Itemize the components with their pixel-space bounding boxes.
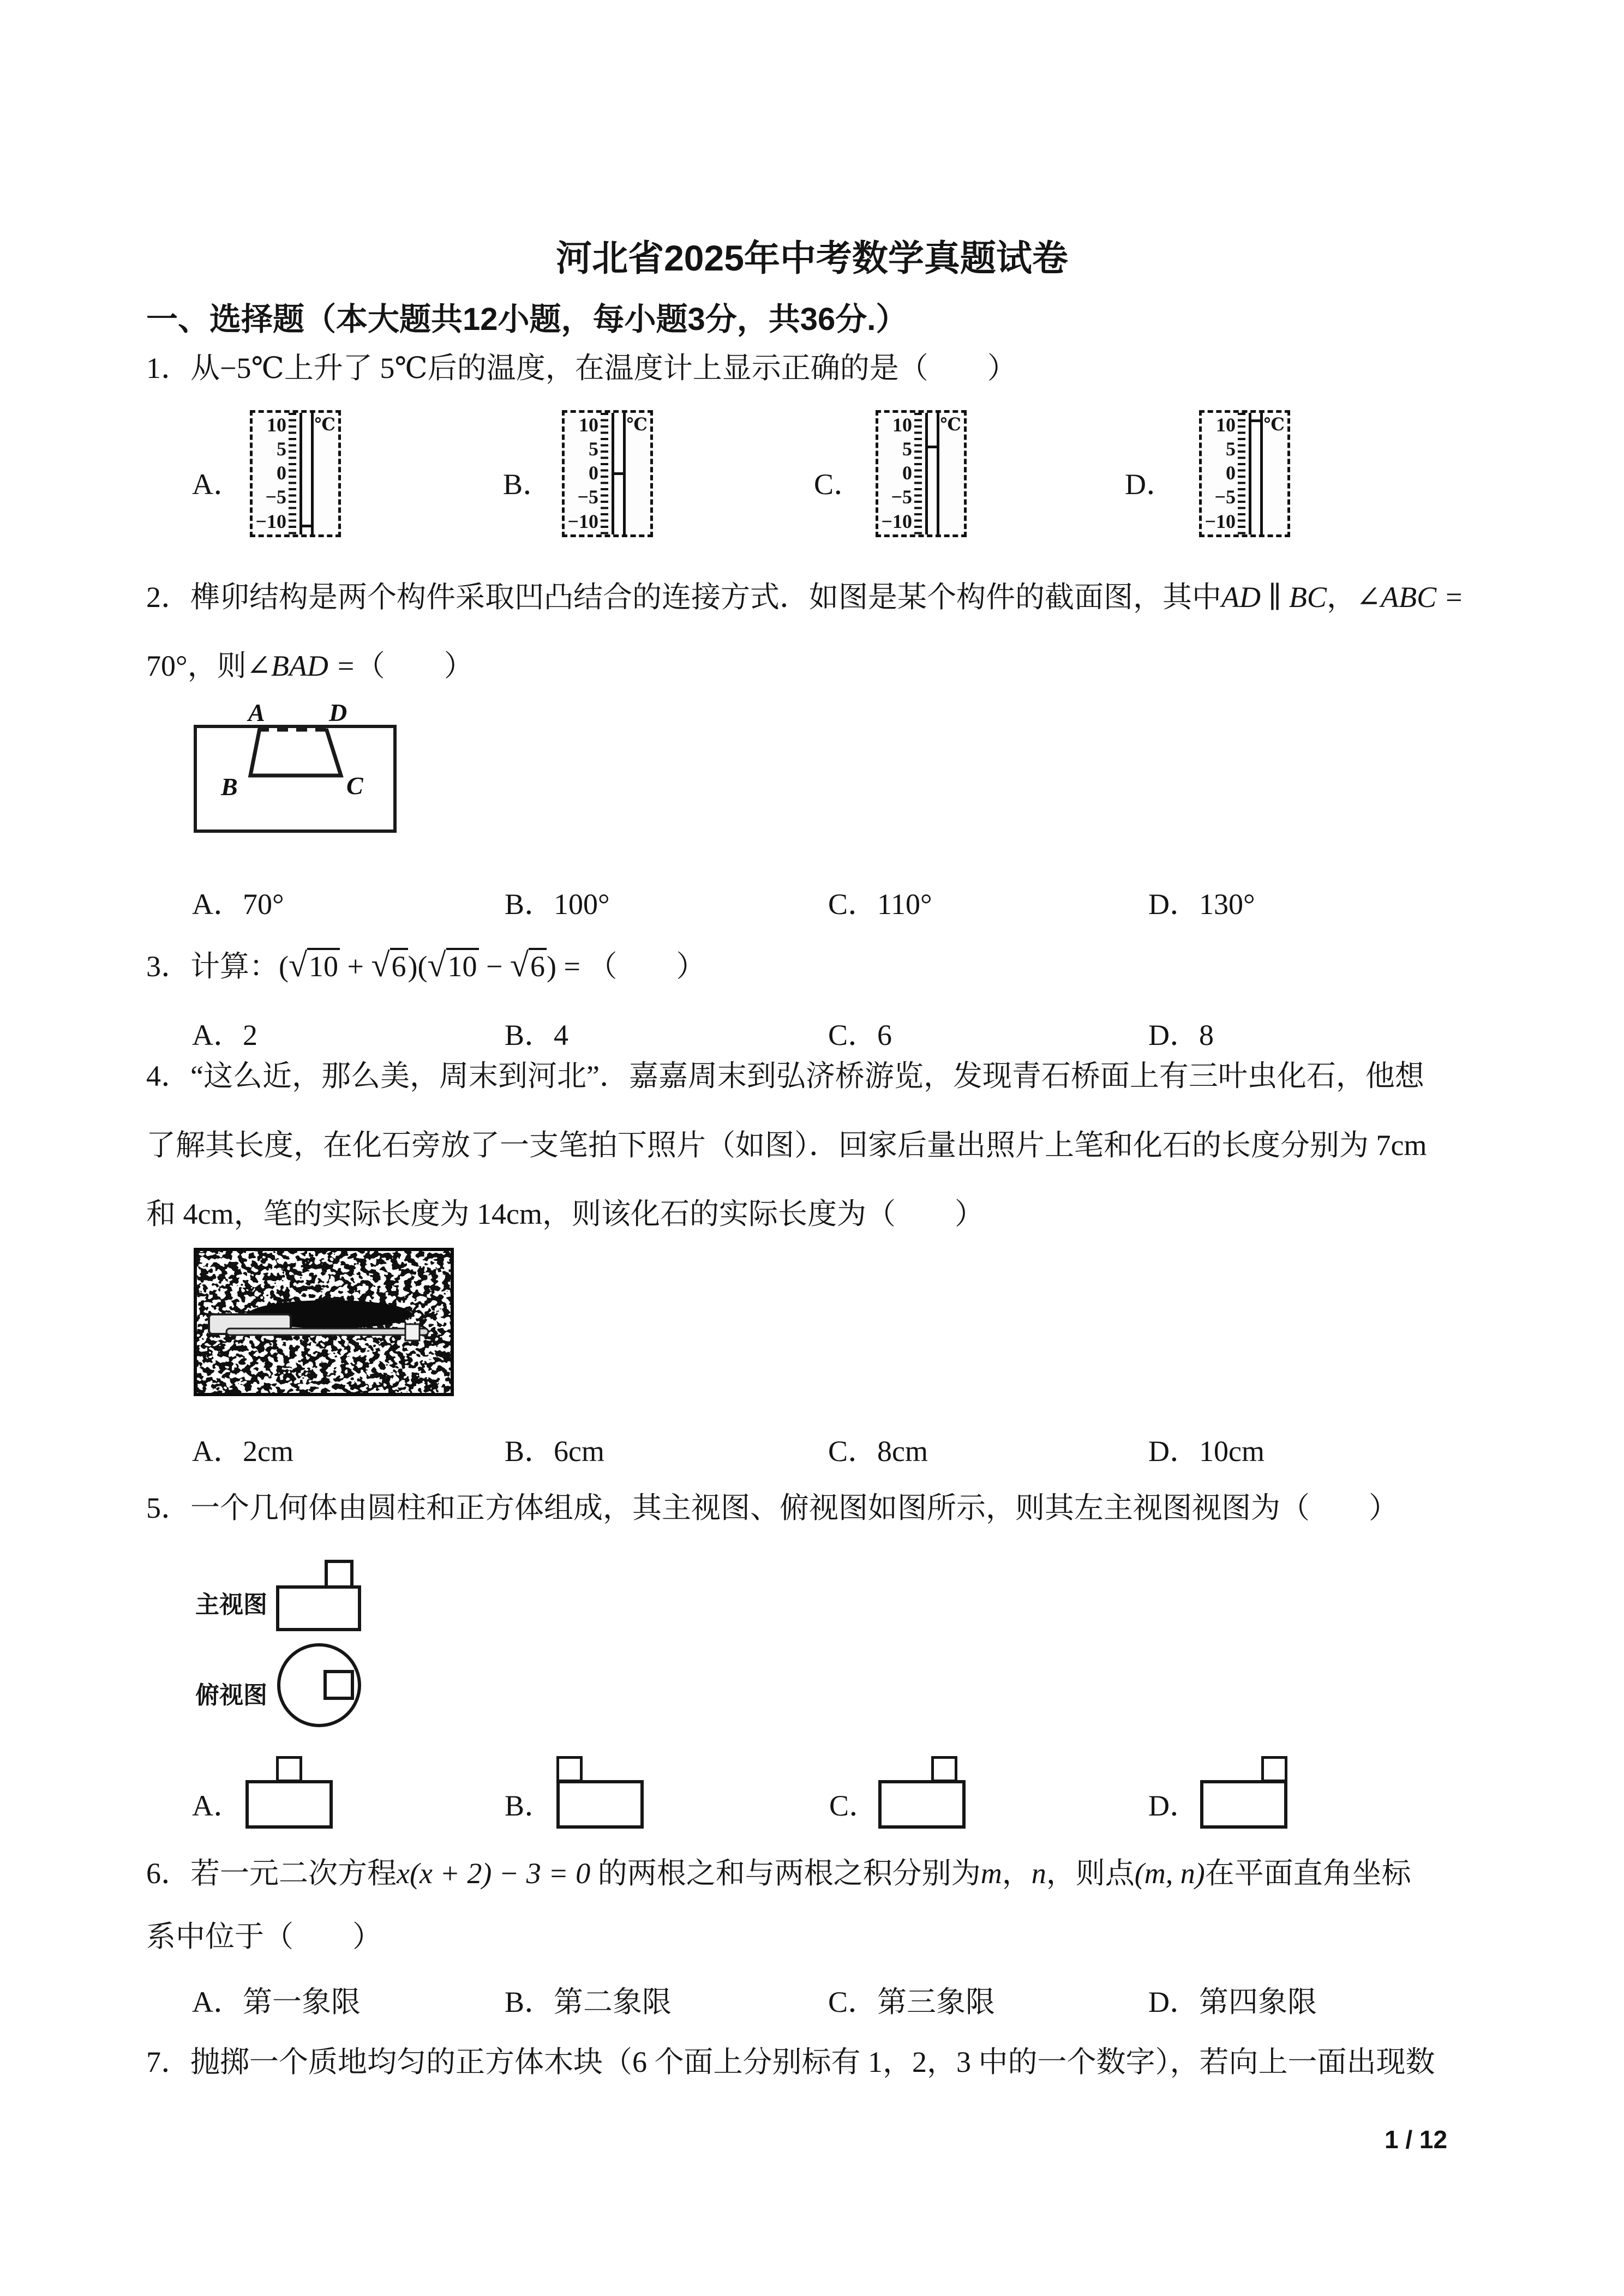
view-rectangle (556, 1780, 644, 1829)
q5-option-shape (1200, 1756, 1287, 1829)
mercury-level (302, 525, 311, 527)
q2-stem-line1: 2．榫卯结构是两个构件采取凹凸结合的连接方式．如图是某个构件的截面图，其中AD ∥ BC，∠ABC = (146, 581, 1464, 614)
view-square (1261, 1756, 1287, 1782)
q1-option-label-d: D． (1125, 468, 1176, 501)
front-view-figure (276, 1560, 362, 1633)
pen-clip (405, 1324, 420, 1341)
q4-option-c: C．8cm (828, 1435, 928, 1468)
thermometer-ticks (289, 413, 296, 534)
view-square (276, 1756, 302, 1782)
celsius-label: ℃ (1263, 414, 1285, 434)
q5-option-label-a: A． (192, 1789, 243, 1822)
q6-option-a: A．第一象限 (192, 1986, 361, 2018)
scale-label: −5 (265, 486, 286, 508)
q1-option-label-a: A． (192, 468, 243, 501)
q5-option-label-d: D． (1148, 1789, 1199, 1822)
section-heading: 一、选择题（本大题共12小题，每小题3分，共36分.） (146, 302, 908, 337)
scale-label: 5 (1226, 438, 1236, 460)
scale-label: 10 (1216, 414, 1236, 436)
q3-option-a: A．2 (192, 1019, 257, 1051)
page-title: 河北省2025年中考数学真题试卷 (556, 238, 1068, 278)
mercury-level (1251, 419, 1260, 422)
thermometer-scale (567, 416, 598, 530)
celsius-label: ℃ (314, 414, 335, 434)
scale-label: 5 (277, 438, 286, 460)
sqrt-6: √6 (371, 950, 408, 983)
q4-stem-line1: 4．“这么近，那么美，周末到河北”．嘉嘉周末到弘济桥游览，发现青石桥面上有三叶虫化石，他想 (146, 1060, 1424, 1092)
vertex-label-a: A (248, 701, 265, 726)
q5-option-shape (878, 1756, 966, 1829)
thermometer-tube (612, 413, 626, 534)
thermometer-tube (925, 413, 939, 534)
scale-label: 10 (267, 414, 286, 436)
view-rectangle (878, 1780, 966, 1829)
thermometer-scale (255, 416, 286, 530)
q2-option-b: B．100° (505, 888, 610, 921)
scale-label: −10 (567, 510, 598, 532)
mercury-level (928, 446, 937, 448)
sqrt-10: √10 (427, 950, 478, 983)
scale-label: −5 (891, 486, 912, 508)
view-rectangle (1200, 1780, 1287, 1829)
q2-option-a: A．70° (192, 888, 284, 921)
page-number: 1 / 12 (1385, 2125, 1448, 2154)
scale-label: −5 (577, 486, 598, 508)
thermometer-ticks (914, 413, 922, 534)
pen-body (226, 1329, 428, 1335)
thermometer-figure-b (562, 410, 653, 537)
scale-label: −5 (1214, 486, 1236, 508)
top-view-figure (276, 1642, 363, 1730)
q4-option-b: B．6cm (505, 1435, 604, 1468)
scale-label: −10 (1204, 510, 1236, 532)
q5-option-shape (556, 1756, 644, 1829)
q6-option-d: D．第四象限 (1148, 1986, 1317, 2018)
q7-stem: 7．抛掷一个质地均匀的正方体木块（6 个面上分别标有 1，2，3 中的一个数字），若向上一面出现数 (146, 2046, 1435, 2078)
q4-stem-line3: 和 4cm，笔的实际长度为 14cm，则该化石的实际长度为（ ） (146, 1198, 984, 1230)
scale-label: 10 (892, 414, 912, 436)
q5-option-label-b: B． (505, 1789, 554, 1822)
q3-option-d: D．8 (1148, 1019, 1214, 1051)
q5-stem: 5．一个几何体由圆柱和正方体组成，其主视图、俯视图如图所示，则其左主视图视图为（ ） (146, 1492, 1398, 1524)
view-square (556, 1756, 583, 1782)
q3-option-c: C．6 (828, 1019, 892, 1051)
thermometer-tube (1249, 413, 1263, 534)
scale-label: 0 (902, 462, 912, 484)
sqrt-10: √10 (289, 950, 340, 983)
vertex-label-d: D (329, 701, 347, 726)
mercury-level (614, 472, 623, 475)
front-view-label: 主视图 (195, 1591, 267, 1618)
thermometer-scale (880, 416, 912, 530)
fossil-photo (194, 1248, 454, 1396)
scale-label: 10 (579, 414, 598, 436)
trapezoid-figure (192, 701, 399, 836)
q2-option-d: D．130° (1148, 888, 1255, 921)
vertex-label-b: B (221, 773, 238, 801)
scale-label: 5 (902, 438, 912, 460)
thermometer-figure-a (250, 410, 341, 537)
q1-option-label-b: B． (503, 468, 553, 501)
q3-option-b: B．4 (505, 1019, 569, 1051)
thermometer-scale (1204, 416, 1236, 530)
view-square (931, 1756, 957, 1782)
thermometer-figure-d (1199, 410, 1290, 537)
q6-stem-line2: 系中位于（ ） (146, 1920, 382, 1953)
sqrt-6: √6 (510, 950, 547, 983)
q2-stem-line2: 70°，则∠BAD =（ ） (146, 650, 474, 682)
q1-stem: 1．从−5℃上升了 5℃后的温度，在温度计上显示正确的是（ ） (146, 352, 1017, 384)
q4-option-a: A．2cm (192, 1435, 293, 1468)
q6-stem-line1: 6．若一元二次方程x(x + 2) − 3 = 0 的两根之和与两根之积分别为m，n，则点(m, n)在平面直角坐标 (146, 1857, 1411, 1890)
scale-label: 0 (1226, 462, 1236, 484)
q5-option-label-c: C． (829, 1789, 879, 1822)
q6-option-b: B．第二象限 (505, 1986, 672, 2018)
q6-option-c: C．第三象限 (828, 1986, 996, 2018)
scale-label: −10 (881, 510, 912, 532)
scale-label: 0 (589, 462, 598, 484)
view-rectangle (245, 1780, 333, 1829)
thermometer-figure-c (876, 410, 967, 537)
q5-option-shape (245, 1756, 333, 1829)
q3-stem: 3．计算：(√10 + √6)(√10 − √6) = （ ） (146, 947, 706, 984)
top-view-label: 俯视图 (195, 1682, 267, 1709)
q1-option-label-c: C． (814, 468, 864, 501)
q2-option-c: C．110° (828, 888, 932, 921)
thermometer-ticks (601, 413, 608, 534)
celsius-label: ℃ (626, 414, 648, 434)
thermometer-tube (299, 413, 314, 534)
celsius-label: ℃ (940, 414, 961, 434)
q4-stem-line2: 了解其长度，在化石旁放了一支笔拍下照片（如图）．回家后量出照片上笔和化石的长度分别为 7cm (146, 1129, 1427, 1162)
scale-label: 5 (589, 438, 598, 460)
vertex-label-c: C (346, 772, 363, 800)
scale-label: 0 (277, 462, 286, 484)
scale-label: −10 (255, 510, 286, 532)
q4-option-d: D．10cm (1148, 1435, 1265, 1468)
thermometer-ticks (1238, 413, 1245, 534)
